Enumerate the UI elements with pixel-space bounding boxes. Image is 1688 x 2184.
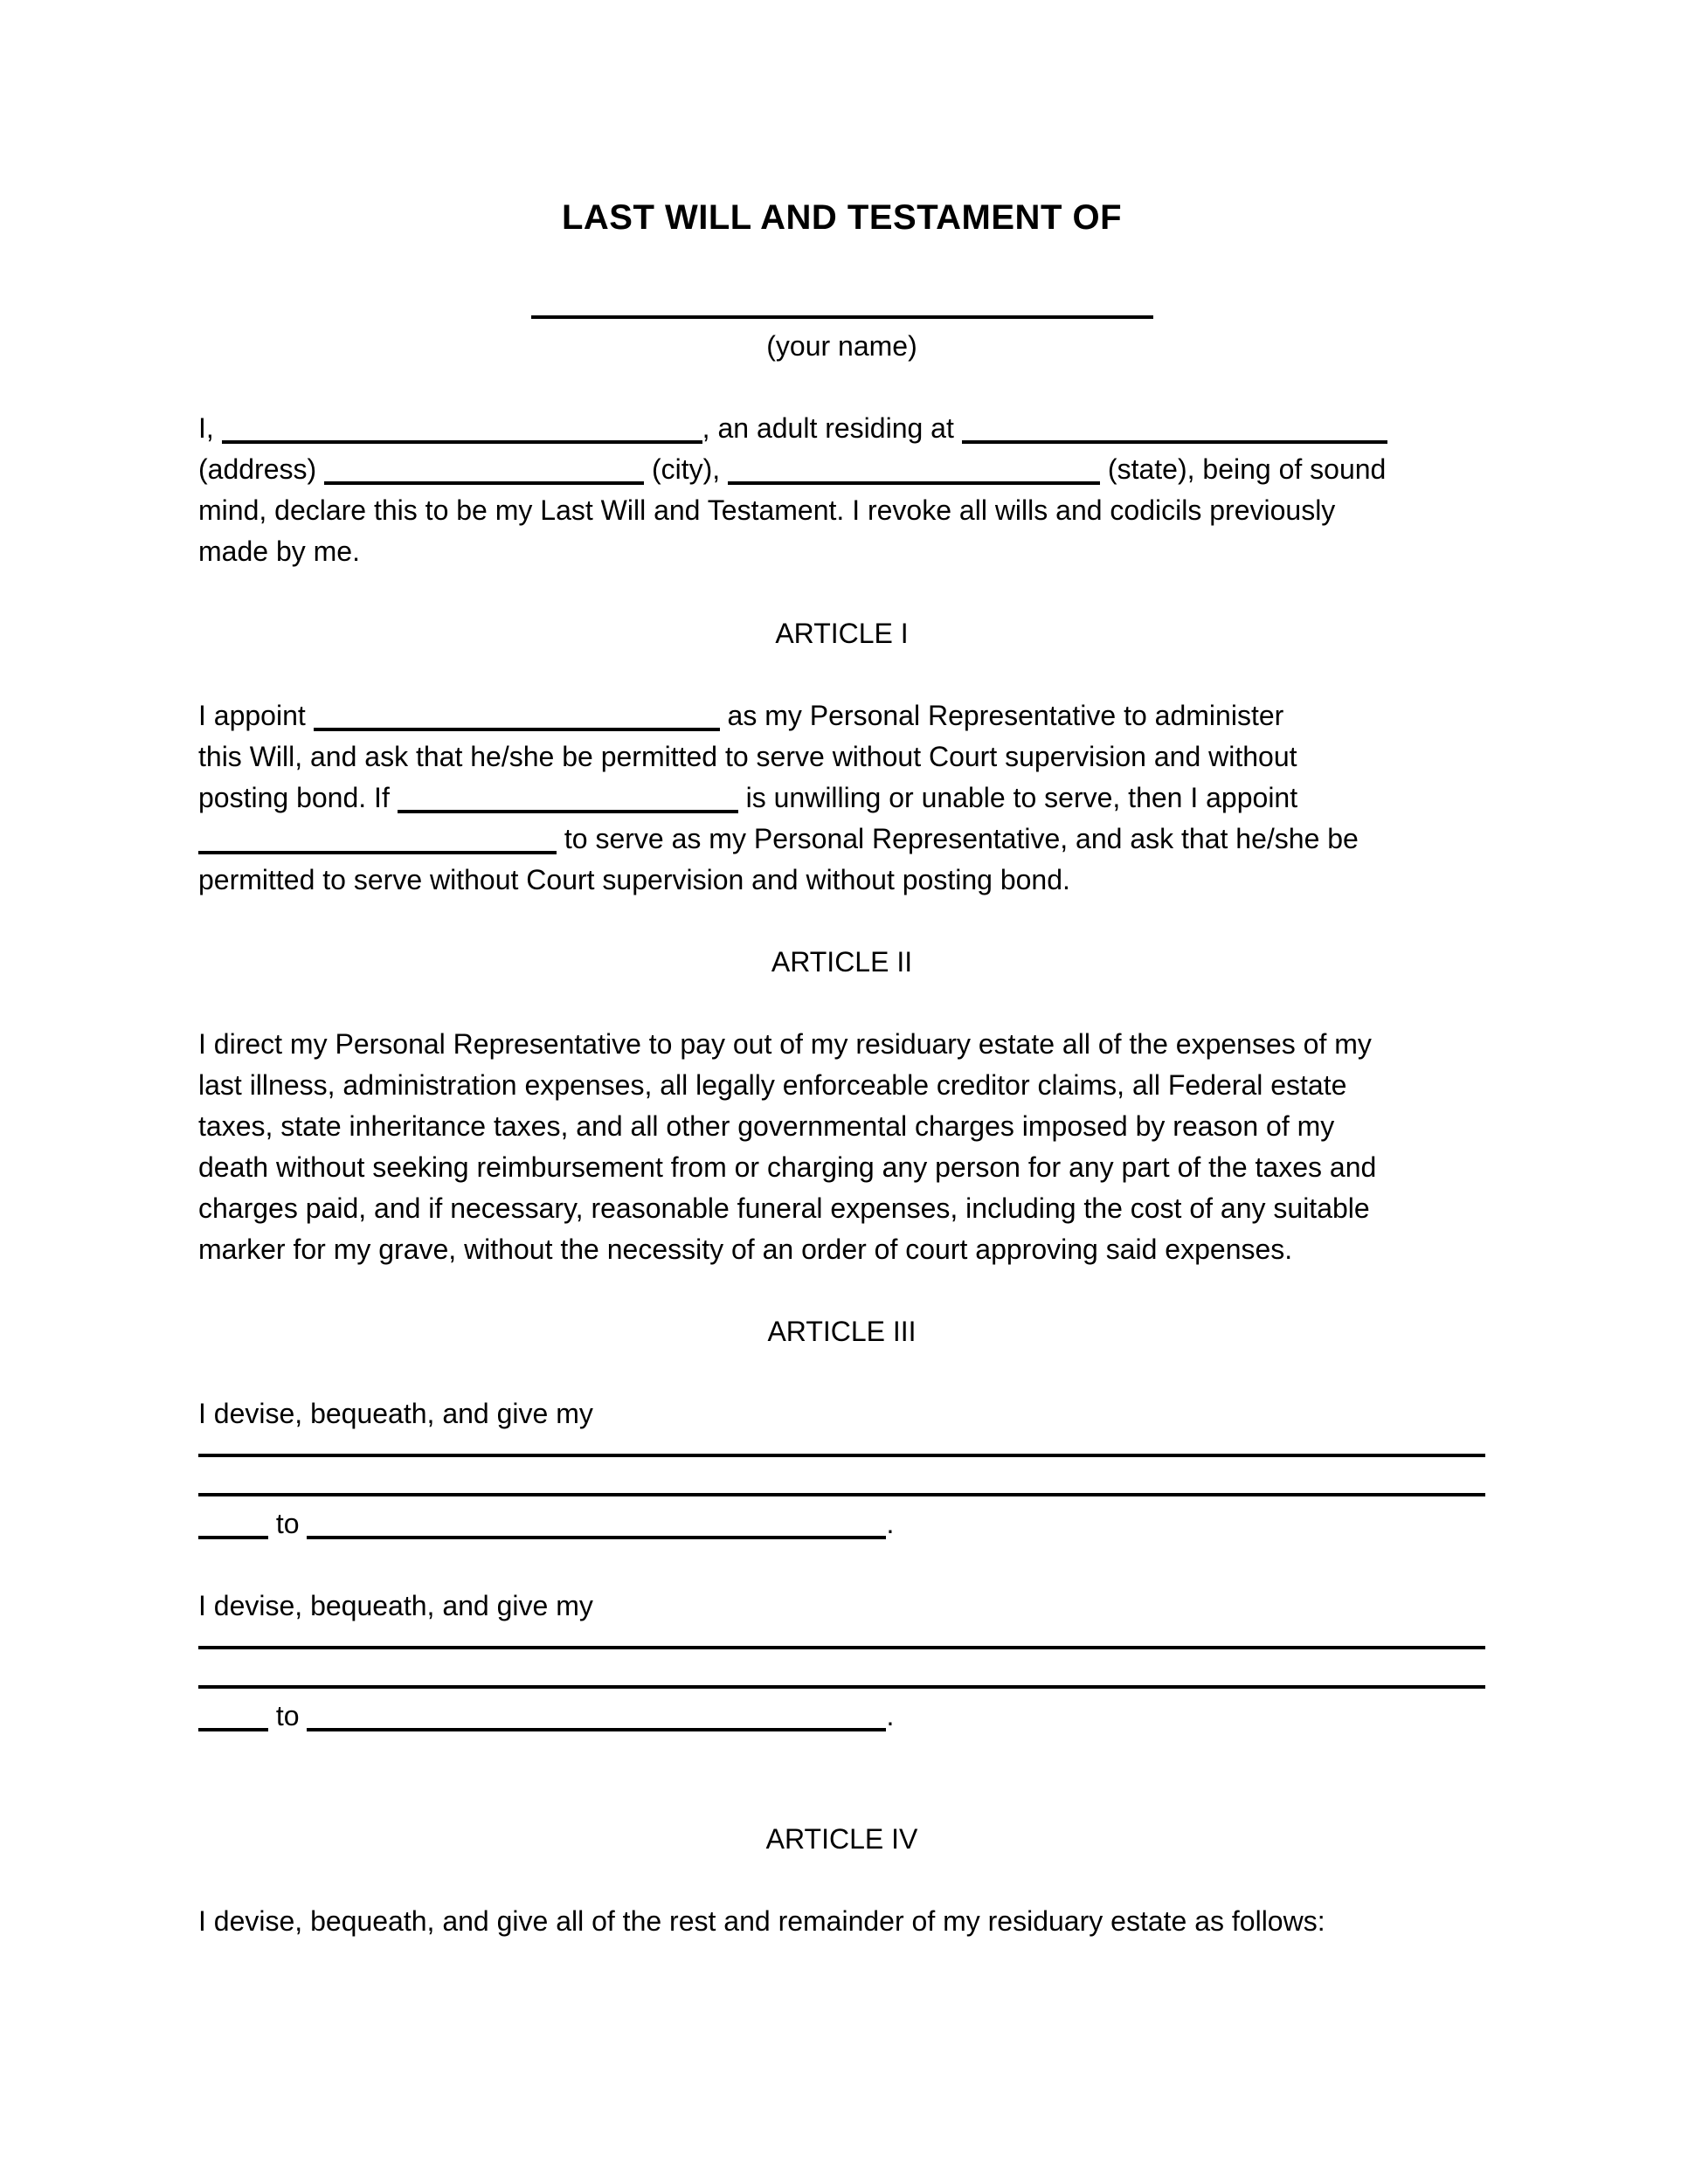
text-line: permitted to serve without Court supervision and without posting bond.	[198, 864, 1070, 895]
text-segment: to	[268, 1508, 308, 1539]
article4-heading: ARTICLE IV	[765, 1823, 918, 1855]
text-segment: to	[268, 1700, 308, 1731]
testator-name-blank	[222, 440, 702, 444]
text-line: I devise, bequeath, and give all of the rest and remainder of my residuary estate as follows:	[198, 1905, 1325, 1937]
text-segment: , an adult residing at	[702, 412, 962, 444]
name-caption: (your name)	[766, 330, 917, 362]
text-line: I direct my Personal Representative to pay out of my residuary estate all of the expenses of my	[198, 1028, 1372, 1060]
devise-intro: I devise, bequeath, and give my	[198, 1590, 593, 1621]
property-description-end-blank-1	[198, 1536, 268, 1539]
text-segment: (state), being of sound	[1100, 453, 1387, 485]
property-description-line-4	[198, 1685, 1485, 1689]
text-line: made by me.	[198, 536, 360, 567]
text-segment: I,	[198, 412, 222, 444]
property-description-line-1	[198, 1454, 1485, 1457]
text-line	[198, 778, 1485, 819]
text-segment: (city),	[644, 453, 729, 485]
text-line: marker for my grave, without the necessity of an order of court approving said expenses.	[198, 1234, 1293, 1265]
text-segment: I appoint	[198, 700, 314, 731]
city-blank	[324, 481, 644, 485]
opening-paragraph	[198, 408, 1485, 572]
alternate-representative-blank	[198, 851, 557, 854]
property-description-line-2	[198, 1493, 1485, 1496]
article2-heading: ARTICLE II	[771, 946, 913, 978]
text-segment: as my Personal Representative to administer	[719, 700, 1284, 731]
state-blank	[728, 481, 1100, 485]
text-segment: (address)	[198, 453, 325, 485]
beneficiary-blank-2	[307, 1728, 886, 1731]
article3-heading: ARTICLE III	[767, 1316, 917, 1347]
beneficiary-blank-1	[307, 1536, 886, 1539]
devise-block-1	[198, 1393, 1485, 1434]
article2-paragraph	[198, 1024, 1485, 1270]
text-segment: .	[886, 1700, 895, 1731]
article1-heading: ARTICLE I	[775, 618, 909, 649]
article4-paragraph	[198, 1901, 1485, 1942]
beneficiary-line-2	[198, 1696, 1485, 1737]
text-segment: is unwilling or unable to serve, then I appoint	[737, 782, 1298, 813]
text-segment: to serve as my Personal Representative, and ask that he/she be	[557, 823, 1359, 854]
text-line	[198, 449, 1485, 490]
document-title: LAST WILL AND TESTAMENT OF	[561, 198, 1123, 237]
devise-block-2	[198, 1586, 1485, 1627]
devise-intro: I devise, bequeath, and give my	[198, 1398, 593, 1429]
text-line	[198, 819, 1485, 860]
text-line	[198, 408, 1485, 449]
text-line: mind, declare this to be my Last Will and Testament. I revoke all wills and codicils previously	[198, 494, 1336, 526]
text-line: taxes, state inheritance taxes, and all other governmental charges imposed by reason of my	[198, 1110, 1335, 1142]
representative-name-blank	[398, 810, 738, 813]
text-line	[198, 695, 1485, 736]
beneficiary-line-1	[198, 1503, 1485, 1545]
personal-representative-blank	[314, 728, 720, 731]
property-description-line-3	[198, 1646, 1485, 1649]
text-line: this Will, and ask that he/she be permitted to serve without Court supervision and without	[198, 741, 1297, 772]
article1-paragraph	[198, 695, 1485, 901]
text-segment: posting bond. If	[198, 782, 398, 813]
testator-name-blank-line	[531, 315, 1153, 319]
text-line: last illness, administration expenses, all legally enforceable creditor claims, all Federal estate	[198, 1069, 1347, 1101]
property-description-end-blank-2	[198, 1728, 268, 1731]
text-segment: .	[886, 1508, 895, 1539]
text-line: death without seeking reimbursement from or charging any person for any part of the taxes and	[198, 1151, 1377, 1183]
address-blank	[962, 440, 1387, 444]
text-line: charges paid, and if necessary, reasonable funeral expenses, including the cost of any suitable	[198, 1192, 1370, 1224]
